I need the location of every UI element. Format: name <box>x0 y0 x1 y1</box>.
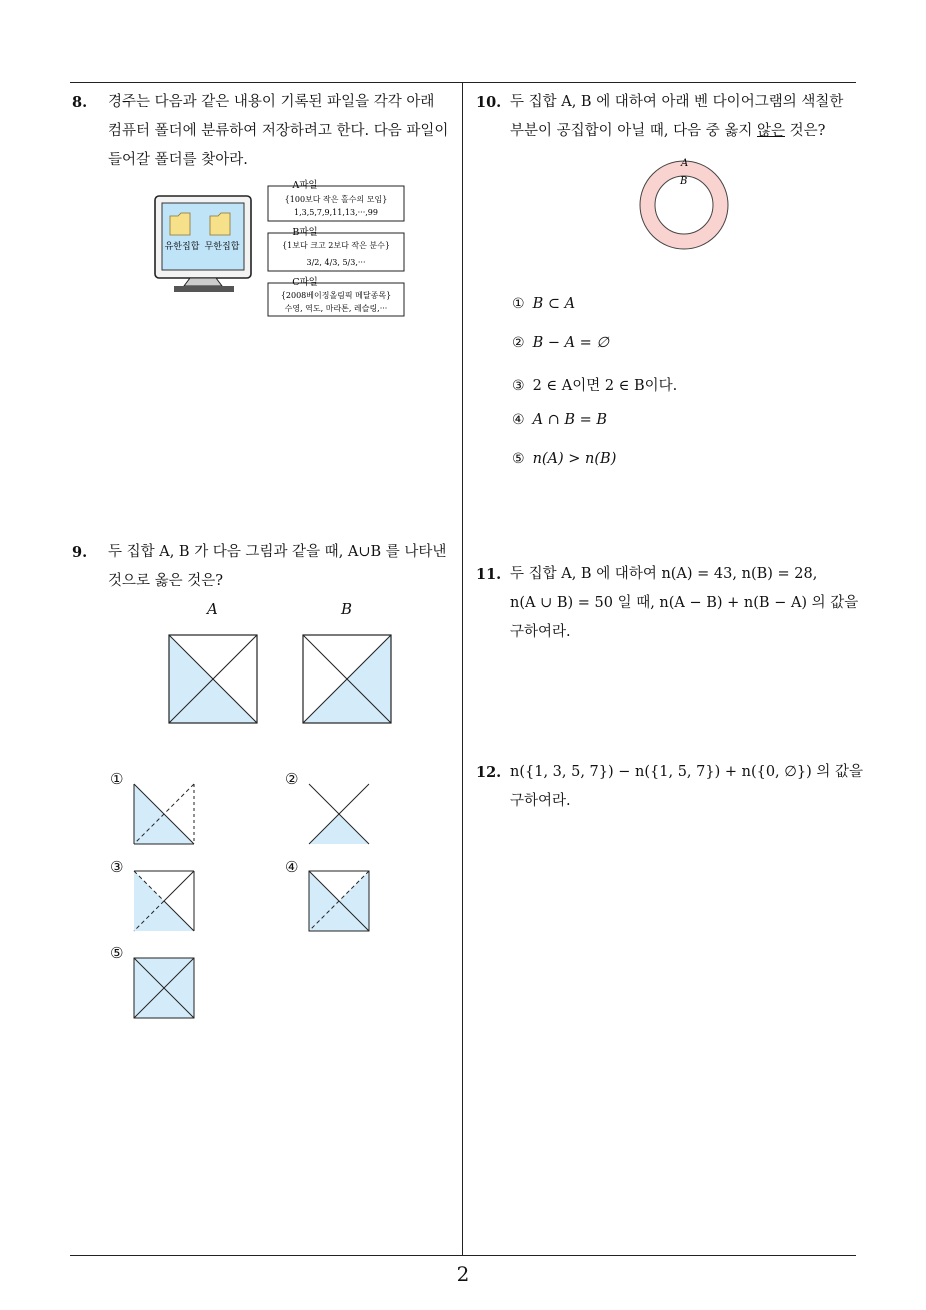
question-text: 두 집합 A, B 에 대하여 n(A) = 43, n(B) = 28, n(A ∪ B) = 50 일 때, n(A − B) + n(B − A) 의 값을 구하여라. <box>510 566 859 640</box>
choice-4-square <box>308 870 370 932</box>
question-text: n({1, 3, 5, 7}) − n({1, 5, 7}) + n({0, ∅}) 의 값을 구하여라. <box>510 764 864 809</box>
file-b-line2: 3/2, 4/3, 5/3,··· <box>306 258 366 267</box>
choice-5-mark: ⑤ <box>110 944 124 962</box>
file-a-title: A파일 <box>292 180 318 191</box>
question-9 <box>72 538 462 596</box>
file-c-line2: 수영, 역도, 마라톤, 레슬링,··· <box>284 304 388 313</box>
choice-1-square <box>133 783 195 845</box>
choice-2-square <box>308 783 370 845</box>
q10-choice-2: ② B − A = ∅ <box>512 335 610 351</box>
question-10 <box>476 88 866 146</box>
question-12 <box>476 758 866 816</box>
question-text: 경주는 다음과 같은 내용이 기록된 파일을 각각 아래 컴퓨터 폴더에 분류하여 저장하려고 한다. 다음 파일이 들어갈 폴더를 찾아라. <box>108 94 449 168</box>
file-b-line1: {1보다 크고 2보다 작은 분수} <box>282 241 390 250</box>
set-b-label: B <box>341 600 353 618</box>
q10-choice-4: ④ A ∩ B = B <box>512 412 608 428</box>
file-b-title: B파일 <box>292 227 318 238</box>
file-a-line2: 1,3,5,7,9,11,13,···,99 <box>294 208 378 217</box>
question-8 <box>72 88 462 175</box>
question-text: 두 집합 A, B 가 다음 그림과 같을 때, A∪B 를 나타낸 것으로 옳은 것은? <box>108 544 447 589</box>
question-number: 10. <box>476 94 502 111</box>
choice-4-mark: ④ <box>285 858 299 876</box>
choice-2-mark: ② <box>285 770 299 788</box>
question-number: 9. <box>72 544 88 561</box>
q10-choice-5: ⑤ n(A) > n(B) <box>512 451 617 467</box>
top-rule <box>70 82 856 83</box>
set-b-square <box>302 634 392 724</box>
q10-choice-1: ① B ⊂ A <box>512 296 576 312</box>
question-text: 두 집합 A, B 에 대하여 아래 벤 다이어그램의 색칠한 부분이 공집합이 아닐 때, 다음 중 옳지 않은 것은? <box>510 94 844 139</box>
file-a-line1: {100보다 작은 홀수의 모임} <box>284 195 388 204</box>
set-a-square <box>168 634 258 724</box>
computer-folders-figure <box>150 178 412 320</box>
column-divider <box>462 82 463 1256</box>
venn-diagram <box>634 155 734 255</box>
question-number: 8. <box>72 94 88 111</box>
choice-3-mark: ③ <box>110 858 124 876</box>
question-number: 11. <box>476 566 502 583</box>
folder-icon <box>210 213 230 235</box>
question-11 <box>476 560 866 647</box>
set-a-label: A <box>207 600 218 618</box>
q10-choice-3: ③ 2 ∈ A이면 2 ∈ B이다. <box>512 378 678 394</box>
venn-label-a: A <box>681 158 689 169</box>
file-c-line1: {2008베이징올림픽 메달종목} <box>280 291 392 300</box>
folder-label-infinite: 무한집합 <box>204 242 240 252</box>
page-number: 2 <box>456 1262 470 1286</box>
question-number: 12. <box>476 764 502 781</box>
file-c-title: C파일 <box>292 277 318 288</box>
choice-5-square <box>133 957 195 1019</box>
venn-label-b: B <box>680 176 688 187</box>
choice-1-mark: ① <box>110 770 124 788</box>
bottom-rule <box>70 1255 856 1256</box>
folder-icon <box>170 213 190 235</box>
choice-3-square <box>133 870 195 932</box>
folder-label-finite: 유한집합 <box>164 242 200 252</box>
